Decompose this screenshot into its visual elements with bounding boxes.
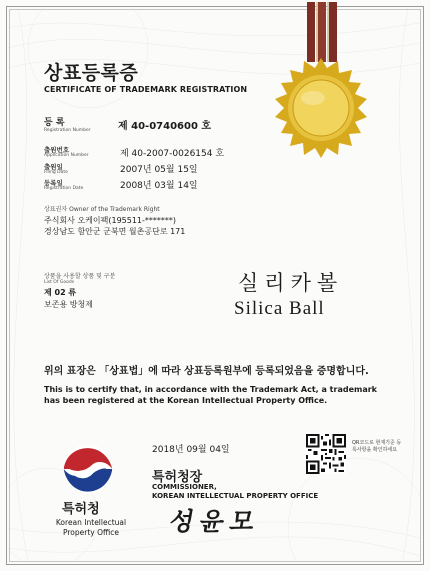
goods-label-english: List Of Goods — [44, 280, 75, 285]
registration-label-english: Registration Number — [44, 128, 91, 133]
issue-date: 2018년 09월 04일 — [152, 445, 230, 455]
filing-date: 2007년 05월 15일 — [120, 165, 198, 175]
qr-code-icon[interactable] — [306, 434, 346, 474]
goods-item: 보존용 방청제 — [44, 300, 93, 309]
trademark-english: Silica Ball — [234, 298, 325, 319]
office-name-korean: 특허청 — [62, 502, 100, 517]
certificate-title-korean: 상표등록증 — [44, 62, 139, 84]
commissioner-title-korean: 특허청장 — [152, 470, 203, 485]
filing-date-label-english: Filing Date — [44, 170, 68, 175]
goods-class: 제 02 류 — [44, 288, 77, 297]
registration-label-korean: 등 록 — [44, 118, 65, 128]
trademark-korean: 실리카볼 — [238, 271, 344, 295]
certification-statement-english: This is to certify that, in accordance with the Trademark Act, a trademark has been registered at the Korean Intellectual Property Office. — [44, 385, 377, 405]
application-label-english: Application Number — [44, 153, 89, 158]
office-name-english: Korean Intellectual Property Office — [55, 518, 127, 537]
certification-statement-korean: 위의 표장은 「상표법」에 따라 상표등록원부에 등록되었음을 증명합니다. — [44, 366, 369, 377]
commissioner-signature — [150, 500, 290, 542]
qr-code-note: QR코드로 현재기준 등록사항을 확인하세요 — [352, 440, 402, 453]
application-label-korean: 출원번호 — [44, 146, 70, 154]
signature-text: 성윤모 — [167, 507, 263, 536]
commissioner-title-english-line-1: COMMISSIONER, — [152, 483, 217, 491]
gold-seal-with-ribbons-icon — [258, 2, 388, 172]
registration-date-label-english: Registration Date — [44, 186, 84, 191]
registration-number: 제 40-0740600 호 — [118, 121, 212, 132]
application-number: 제 40-2007-0026154 호 — [120, 149, 225, 159]
goods-label-korean: 상품을 사용할 상품 및 구분 — [44, 273, 116, 280]
owner-address: 경상남도 함안군 군북면 월촌공단로 171 — [44, 227, 186, 236]
filing-date-label-korean: 출원일 — [44, 163, 63, 171]
registration-date-label-korean: 등록일 — [44, 179, 63, 187]
registration-date: 2008년 03월 14일 — [120, 181, 198, 191]
owner-name: 주식회사 오케이팩(195511-*******) — [44, 216, 177, 225]
certificate-title-english: CERTIFICATE OF TRADEMARK REGISTRATION — [44, 85, 248, 94]
commissioner-title-english-line-2: KOREAN INTELLECTUAL PROPERTY OFFICE — [152, 492, 319, 500]
korean-government-emblem-icon — [60, 441, 116, 497]
owner-label: 상표권자 Owner of the Trademark Right — [44, 206, 160, 213]
